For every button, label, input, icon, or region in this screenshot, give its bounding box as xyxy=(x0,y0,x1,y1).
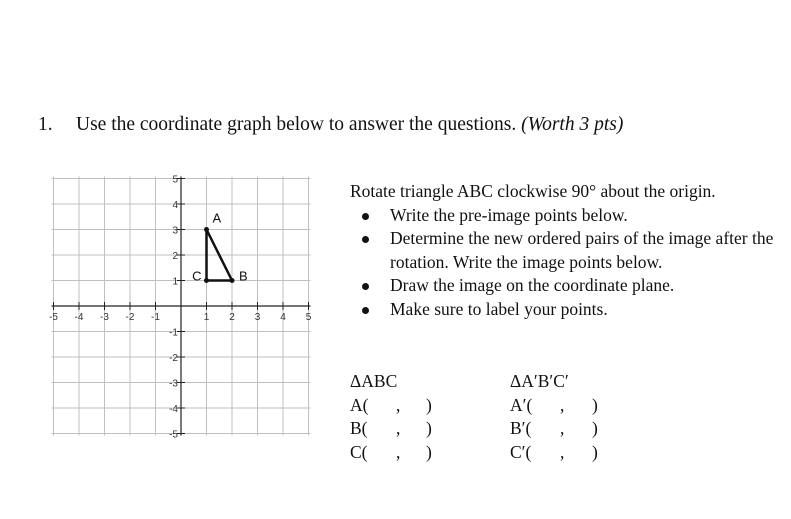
y-tick-label: -3 xyxy=(169,378,178,390)
x-tick-label: -3 xyxy=(100,312,109,323)
point-label-a: A xyxy=(212,210,222,226)
row-label: A( xyxy=(350,394,369,415)
image-header: ΔA′B′C′ xyxy=(510,371,569,391)
x-tick-label: 4 xyxy=(280,312,286,323)
row-comma: , xyxy=(396,394,401,415)
axes xyxy=(52,174,311,436)
y-tick-label: -1 xyxy=(169,327,178,339)
image-row-a[interactable] xyxy=(510,394,598,418)
x-tick-label: -5 xyxy=(49,312,58,323)
y-tick-label: 1 xyxy=(172,276,178,288)
row-close: ) xyxy=(592,418,598,438)
y-tick-label: 3 xyxy=(172,225,178,237)
instructions-title: Rotate triangle ABC clockwise 90° about the origin. xyxy=(350,181,716,201)
bullet-item: Draw the image on the coordinate plane. xyxy=(350,274,780,298)
x-tick-label: 2 xyxy=(229,312,235,323)
instructions-list xyxy=(350,204,780,322)
row-close: ) xyxy=(426,418,432,438)
x-tick-label: -1 xyxy=(151,312,160,323)
row-close: ) xyxy=(426,394,432,415)
row-label: B′( xyxy=(510,418,532,438)
y-tick-label: 2 xyxy=(172,251,178,262)
row-close: ) xyxy=(592,441,598,462)
question-number: 1. xyxy=(38,114,53,135)
question-text: Use the coordinate graph below to answer the questions. xyxy=(76,114,517,135)
row-comma: , xyxy=(560,418,565,438)
row-label: A′( xyxy=(510,394,533,415)
row-comma: , xyxy=(560,394,565,415)
preimage-row-a[interactable] xyxy=(350,394,432,418)
bullet-item: Determine the new ordered pairs of the image after the rotation. Write the image points below. xyxy=(350,227,780,274)
row-comma: , xyxy=(396,441,401,462)
y-tick-label: 5 xyxy=(172,174,178,186)
row-close: ) xyxy=(592,394,598,415)
question-heading xyxy=(38,114,623,136)
point-label-b: B xyxy=(239,268,248,284)
y-tick-label: -2 xyxy=(169,353,178,364)
preimage-row-c[interactable] xyxy=(350,441,432,465)
preimage-column xyxy=(350,370,432,464)
y-tick-label: -5 xyxy=(169,429,178,441)
x-tick-label: -2 xyxy=(125,312,135,323)
x-tick-label: -4 xyxy=(74,312,84,323)
tick-labels xyxy=(49,175,312,441)
question-worth: (Worth 3 pts) xyxy=(521,114,624,135)
point-c xyxy=(204,278,209,283)
bullet-item: Write the pre-image points below. xyxy=(350,204,780,228)
row-label: C( xyxy=(350,441,368,462)
point-label-c: C xyxy=(192,268,202,284)
coordinate-graph[interactable] xyxy=(50,170,330,442)
x-tick-label: 5 xyxy=(305,312,312,323)
y-tick-label: -4 xyxy=(169,404,178,415)
instructions xyxy=(350,180,780,321)
y-tick-label: 4 xyxy=(172,200,178,211)
x-tick-label: 3 xyxy=(254,312,261,323)
image-column xyxy=(510,370,598,464)
image-row-b[interactable] xyxy=(510,417,598,441)
row-comma: , xyxy=(560,441,565,462)
x-tick-label: 1 xyxy=(203,312,210,323)
preimage-row-b[interactable] xyxy=(350,417,432,441)
row-label: B( xyxy=(350,418,368,438)
point-a xyxy=(204,227,209,232)
row-close: ) xyxy=(426,441,432,462)
bullet-item: Make sure to label your points. xyxy=(350,298,780,322)
row-label: C′( xyxy=(510,441,532,462)
point-b xyxy=(230,278,235,283)
image-row-c[interactable] xyxy=(510,441,598,465)
preimage-header: ΔABC xyxy=(350,371,398,391)
row-comma: , xyxy=(396,418,401,438)
triangle-abc xyxy=(192,211,248,284)
